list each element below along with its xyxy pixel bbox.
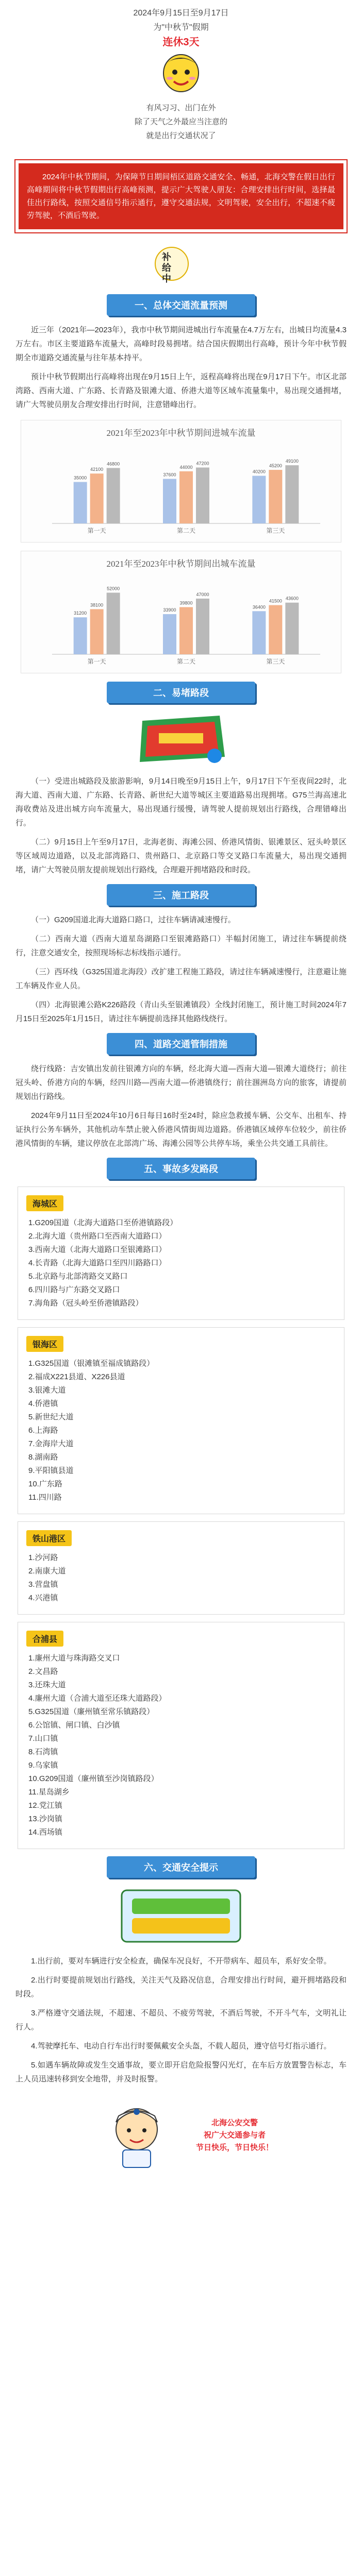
list-item: 14.西场镇 xyxy=(28,1828,62,1837)
list-item: 8.石湾镇 xyxy=(28,1748,58,1756)
bar xyxy=(179,607,193,654)
bar-value-label: 46800 xyxy=(107,461,120,467)
bar xyxy=(269,470,282,523)
civilized-traffic-graphic xyxy=(0,1885,362,1947)
list-item: 3.银滩大道 xyxy=(28,1386,66,1395)
bar-value-label: 47200 xyxy=(196,461,209,466)
paragraph: 5.如遇车辆故障或发生交通事故，要立即开启危险报警闪光灯，在车后方放置警告标志，车上人员迅速转移到安全地带，并及时报警。 xyxy=(15,2061,347,2083)
bar-value-label: 38100 xyxy=(90,602,104,608)
bar xyxy=(196,467,209,523)
area-card-hepu xyxy=(18,1622,344,1849)
list-item: 1.沙河路 xyxy=(28,1553,58,1562)
bar xyxy=(163,479,176,523)
traffic-jam-graphic xyxy=(0,710,362,767)
bar-value-label: 52000 xyxy=(107,586,120,591)
bar xyxy=(107,468,120,523)
footer-line: 祝广大交通参与者 xyxy=(204,2131,266,2140)
bar xyxy=(74,482,87,524)
intro-title-line: 为"中秋节"假期 xyxy=(153,23,209,32)
list-item: 13.沙岗镇 xyxy=(28,1815,62,1823)
list-item: 2.文昌路 xyxy=(28,1667,58,1676)
section-title-label: 四、道路交通管制措施 xyxy=(107,1033,255,1055)
list-item: 2.福成X221县道、X226县道 xyxy=(28,1372,125,1381)
list-item: 3.还珠大道 xyxy=(28,1681,66,1689)
caption-line: 除了天气之外最应当注意的 xyxy=(134,117,227,126)
list-item: 9.平阳镇县道 xyxy=(28,1466,74,1475)
list-item: 2.南康大道 xyxy=(28,1567,66,1575)
bar xyxy=(285,465,299,523)
x-tick-label: 第一天 xyxy=(87,527,106,534)
list-item: 3.营盘镇 xyxy=(28,1580,58,1589)
bar-value-label: 39800 xyxy=(179,600,193,606)
list-item: 5.新世纪大道 xyxy=(28,1413,74,1421)
list-item: 7.海角路（冠头岭至侨港镇路段） xyxy=(28,1299,143,1308)
list-item: 12.党江镇 xyxy=(28,1801,62,1810)
sticker-text: 补给中 xyxy=(162,252,171,284)
area-list xyxy=(18,1652,344,1849)
list-item: 2.北海大道（贵州路口至西南大道路口） xyxy=(28,1232,167,1241)
traffic-police-mascot-icon xyxy=(98,2098,175,2171)
holiday-days-label: 连休3天 xyxy=(162,37,200,48)
area-tag: 合浦县 xyxy=(26,1631,63,1647)
bar xyxy=(90,609,104,654)
chart-entering-city xyxy=(21,420,341,543)
bar-value-label: 40200 xyxy=(252,469,266,474)
mascot-illustration xyxy=(0,53,362,97)
section-title-3 xyxy=(0,884,362,906)
area-card-haicheng xyxy=(18,1187,344,1320)
bar-value-label: 35000 xyxy=(74,475,87,481)
bar-value-label: 42100 xyxy=(90,467,104,472)
section-title-label: 三、施工路段 xyxy=(107,884,255,906)
bar-value-label: 43600 xyxy=(285,596,299,601)
list-item: 10.G209国道（廉州镇至沙岗镇路段） xyxy=(28,1774,159,1783)
bar-value-label: 36400 xyxy=(252,604,266,610)
paragraph: （二）9月15日上午至9月17日，北海老街、海滩公园、侨港风情街、银滩景区、冠头岭景区等区域周边道路，以及北部湾路口、贵州路口、北京路口等交叉路口车流量大，易出现交通拥堵，请广大驾驶员朋友提前规划出行路线，合理避开拥堵路段和时段。 xyxy=(15,838,347,874)
list-item: 7.金海岸大道 xyxy=(28,1439,74,1448)
x-tick-label: 第二天 xyxy=(176,658,196,665)
area-tag: 银海区 xyxy=(26,1336,63,1352)
footer-line: 节日快乐，节日快乐！ xyxy=(196,2143,274,2152)
paragraph: 近三年（2021年—2023年），我市中秋节期间进城出行车流量在4.7万左右，出城日均流量4.3万左右。市区主要道路车流量大，高峰时段易拥堵。结合国庆假期出行高峰，预计今年中秋节假期全市道路交通流量与往年基本持平。 xyxy=(15,326,347,362)
paragraph: 2024年9月11日至2024年10月6日每日16时至24时，除应急救援车辆、公交车、出租车、持证执行公务车辆外，其他机动车禁止驶入侨港风情街周边道路。侨港镇区域停车位较少，前往侨港风情街的车辆，建议停放在北部湾广场、海滩公园等公共停车场，乘坐公共交通工具前往。 xyxy=(15,1111,347,1148)
area-card-yinhai xyxy=(18,1327,344,1514)
cartoon-mascot-icon xyxy=(156,53,206,97)
bar-value-label: 33900 xyxy=(163,607,176,613)
list-item: 11.星岛湖乡 xyxy=(28,1788,70,1797)
list-item: 4.侨港镇 xyxy=(28,1399,58,1408)
area-list xyxy=(18,1216,344,1319)
list-item: 1.G209国道（北海大道路口至侨港镇路段） xyxy=(28,1218,178,1227)
paragraph: （四）北海银滩公路K226路段（青山头至银滩镇段）全线封闭施工，预计施工时间2024年7月15日至2025年1月15日，请过往车辆提前选择其他路线绕行。 xyxy=(15,1001,347,1023)
section-title-6 xyxy=(0,1856,362,1878)
list-item: 6.上海路 xyxy=(28,1426,58,1435)
list-item: 6.四川路与广东路交叉路口 xyxy=(28,1285,120,1294)
area-tag: 铁山港区 xyxy=(26,1530,72,1546)
paragraph: 绕行线路：吉安镇出发前往银滩方向的车辆，经北海大道—西南大道—银滩大道绕行；前往冠头岭、侨港方向的车辆，经四川路—西南大道—侨港镇绕行；前往涠洲岛方向的旅客，请提前规划出行路线。 xyxy=(15,1064,347,1101)
paragraph: （二）西南大道（西南大道星岛湖路口至银滩路路口）半幅封闭施工，请过往车辆提前绕行，注意交通安全，按照现场标志标线指示通行。 xyxy=(15,935,347,957)
bar xyxy=(252,476,266,523)
list-item: 6.公馆镇、闸口镇、白沙镇 xyxy=(28,1721,120,1730)
paragraph: 预计中秋节假期出行高峰将出现在9月15日上午，返程高峰将出现在9月17日下午。市区北部湾路、西南大道、广东路、长青路及银滩大道、侨港大道等区域车流量集中，易出现交通拥堵，请广大驾驶员朋友合理安排出行时间，注意错峰出行。 xyxy=(15,372,347,409)
x-tick-label: 第三天 xyxy=(266,527,285,534)
list-item: 1.G325国道（银滩镇至福成镇路段） xyxy=(28,1359,155,1368)
section-title-label: 二、易堵路段 xyxy=(107,682,255,703)
bar xyxy=(269,605,282,654)
bar-chart-svg xyxy=(21,551,341,673)
chart-leaving-city xyxy=(21,551,341,673)
section-title-label: 五、事故多发路段 xyxy=(107,1158,255,1179)
intro-block xyxy=(0,0,362,49)
list-item: 1.廉州大道与珠海路交叉口 xyxy=(28,1654,120,1663)
list-item: 5.G325国道（廉州镇至常乐镇路段） xyxy=(28,1707,155,1716)
paragraph: （三）西环线（G325国道北海段）改扩建工程施工路段，请过往车辆减速慢行，注意避让施工车辆及作业人员。 xyxy=(15,968,347,990)
x-tick-label: 第二天 xyxy=(176,527,196,534)
chart-title: 2021年至2023年中秋节期间出城车流量 xyxy=(106,559,256,569)
list-item: 9.乌家镇 xyxy=(28,1761,58,1770)
paragraph: （一）受进出城路段及旅游影响，9月14日晚至9月15日上午，9月17日下午至夜间22时，北海大道、西南大道、广东路、长青路、新世纪大道等城区主要道路易出现拥堵。G75兰海高速北海收费站及进出城方向车流量大，易出现通行缓慢，请驾驶人提前规划出行路线，合理错峰出行。 xyxy=(15,777,347,827)
section-title-5 xyxy=(0,1158,362,1179)
bar xyxy=(196,599,209,654)
list-item: 4.兴港镇 xyxy=(28,1594,58,1602)
chart-title: 2021年至2023年中秋节期间进城车流量 xyxy=(106,428,256,438)
footer-line: 北海公安交警 xyxy=(211,2119,258,2127)
safety-slogan-icon xyxy=(117,1885,245,1947)
list-item: 10.广东路 xyxy=(28,1480,62,1488)
jam-road-icon xyxy=(132,710,230,767)
bar-chart-svg xyxy=(21,420,341,542)
list-item: 3.西南大道（北海大道路口至银滩路口） xyxy=(28,1245,167,1254)
area-list xyxy=(18,1551,344,1614)
list-item: 5.北京路与北部湾路交叉路口 xyxy=(28,1272,128,1281)
bar xyxy=(179,471,193,523)
paragraph: 3.严格遵守交通法规，不超速、不超员、不疲劳驾驶，不酒后驾驶，不开斗气车，文明礼让行人。 xyxy=(15,2009,347,2031)
bar-value-label: 41500 xyxy=(269,598,282,604)
bar xyxy=(252,611,266,654)
x-tick-label: 第三天 xyxy=(266,658,285,665)
section-title-label: 六、交通安全提示 xyxy=(107,1856,255,1878)
section-title-4 xyxy=(0,1033,362,1055)
caption-line: 就是出行交通状况了 xyxy=(146,131,216,140)
footer-greeting xyxy=(196,2117,273,2154)
paragraph: 1.出行前，要对车辆进行安全检查，确保车况良好，不开带病车、超员车，系好安全带。 xyxy=(31,1957,332,1965)
intro-date-line: 2024年9月15日至9月17日 xyxy=(133,9,229,18)
caption-line: 有风习习、出门在外 xyxy=(146,104,216,112)
intro-caption xyxy=(0,101,362,143)
bar-value-label: 45200 xyxy=(269,463,282,469)
footer xyxy=(0,2098,362,2176)
list-item: 4.长青路（北海大道路口至四川路路口） xyxy=(28,1259,167,1267)
section-title-label: 一、总体交通流量预测 xyxy=(107,294,255,316)
area-tag: 海城区 xyxy=(26,1195,63,1211)
list-item: 7.山口镇 xyxy=(28,1734,58,1743)
bar xyxy=(107,592,120,654)
bar-value-label: 47000 xyxy=(196,591,209,597)
bar-value-label: 44000 xyxy=(179,464,193,470)
area-card-tieshangang xyxy=(18,1521,344,1615)
section-title-1 xyxy=(0,294,362,316)
list-item: 11.四川路 xyxy=(28,1493,62,1502)
area-list xyxy=(18,1357,344,1514)
bar-value-label: 31200 xyxy=(74,611,87,616)
bar xyxy=(163,614,176,654)
bar xyxy=(285,603,299,654)
bar-value-label: 49100 xyxy=(285,459,299,464)
list-item: 4.廉州大道（合浦大道至还珠大道路段） xyxy=(28,1694,167,1703)
bar xyxy=(74,617,87,654)
paragraph: （一）G209国道北海大道路口路口，过往车辆请减速慢行。 xyxy=(31,916,236,924)
notice-box: 2024年中秋节期间，为保障节日期间梧区道路交通安全、畅通，北海交警在假日出行高峰期间将中秋节假期出行高峰预测，提示广大驾驶人朋友：合理安排出行时间，选择最佳出行路线，按照交通信号指示通行，遵守交通法规，文明驾驶，安全出行，不超速不疲劳驾驶，不酒后驾驶。 xyxy=(14,159,348,233)
paragraph: 2.出行时要提前规划出行路线，关注天气及路况信息，合理安排出行时间，避开拥堵路段和时段。 xyxy=(15,1976,347,1998)
paragraph: 4.驾驶摩托车、电动自行车出行时要佩戴安全头盔，不载人超员，遵守信号灯指示通行。 xyxy=(31,2042,332,2050)
list-item: 8.湖南路 xyxy=(28,1453,58,1462)
bar-value-label: 37600 xyxy=(163,472,176,478)
section-title-2 xyxy=(0,682,362,703)
x-tick-label: 第一天 xyxy=(87,658,106,665)
bar xyxy=(90,473,104,523)
sticker-row xyxy=(0,243,362,287)
